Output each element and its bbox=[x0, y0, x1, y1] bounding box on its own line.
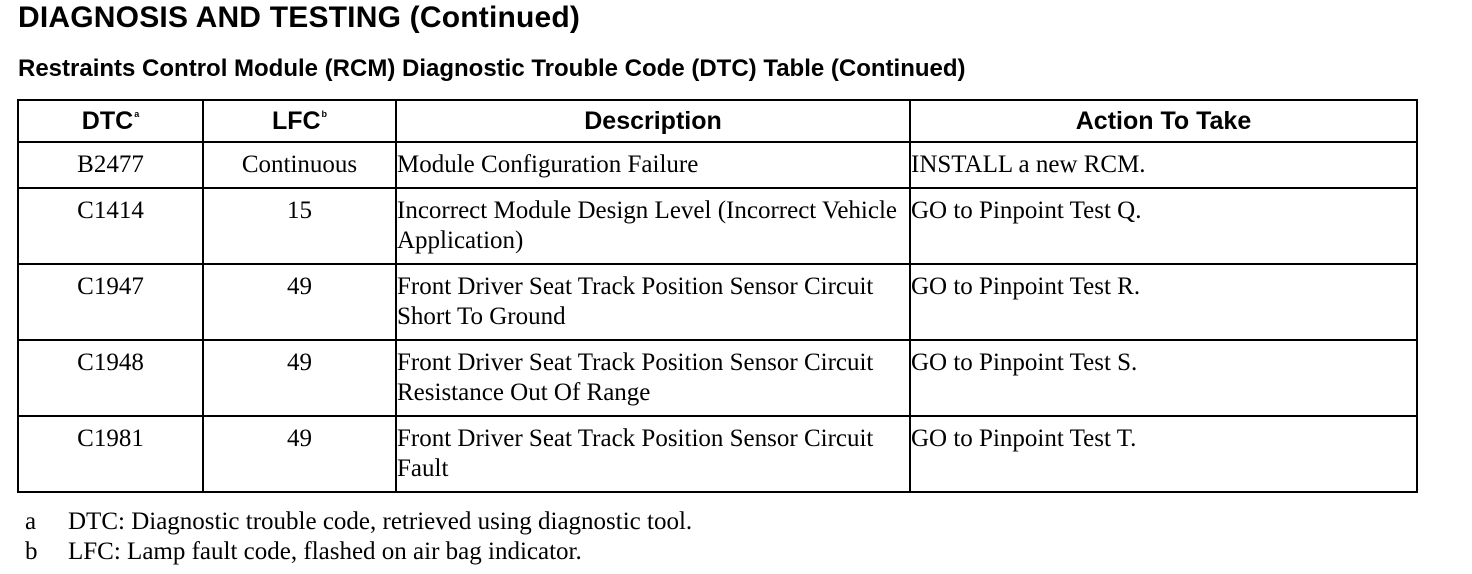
footnote-marker: b bbox=[25, 538, 38, 565]
table-header-row bbox=[18, 100, 1417, 142]
footnote-a bbox=[25, 507, 692, 537]
table-row bbox=[18, 188, 1417, 264]
header-action: Action To Take bbox=[910, 100, 1417, 142]
table-row bbox=[18, 264, 1417, 340]
dtc-cell: B2477 bbox=[18, 142, 203, 188]
dtc-cell: C1947 bbox=[18, 264, 203, 340]
action-cell: INSTALL a new RCM. bbox=[910, 142, 1417, 188]
action-cell: GO to Pinpoint Test R. bbox=[910, 264, 1417, 340]
table-row bbox=[18, 340, 1417, 416]
lfc-cell: 15 bbox=[203, 188, 396, 264]
dtc-cell: C1948 bbox=[18, 340, 203, 416]
lfc-cell: 49 bbox=[203, 340, 396, 416]
action-cell: GO to Pinpoint Test S. bbox=[910, 340, 1417, 416]
lfc-cell: Continuous bbox=[203, 142, 396, 188]
table-title: Restraints Control Module (RCM) Diagnostic Trouble Code (DTC) Table (Continued) bbox=[18, 55, 966, 82]
header-dtc-label: DTC bbox=[81, 106, 134, 135]
table-row bbox=[18, 142, 1417, 188]
dtc-cell: C1981 bbox=[18, 416, 203, 492]
footnote-ref-a: a bbox=[134, 108, 140, 119]
description-cell: Incorrect Module Design Level (Incorrect Vehicle Application) bbox=[396, 188, 910, 264]
lfc-cell: 49 bbox=[203, 416, 396, 492]
footnotes bbox=[25, 507, 692, 567]
lfc-cell: 49 bbox=[203, 264, 396, 340]
description-cell: Front Driver Seat Track Position Sensor Circuit Fault bbox=[396, 416, 910, 492]
table-row bbox=[18, 416, 1417, 492]
description-cell: Front Driver Seat Track Position Sensor Circuit Short To Ground bbox=[396, 264, 910, 340]
header-lfc bbox=[203, 100, 396, 142]
header-description: Description bbox=[396, 100, 910, 142]
action-cell: GO to Pinpoint Test T. bbox=[910, 416, 1417, 492]
footnote-marker: a bbox=[25, 508, 37, 535]
header-lfc-label: LFC bbox=[271, 106, 321, 135]
footnote-text: LFC: Lamp fault code, flashed on air bag indicator. bbox=[68, 538, 582, 565]
description-cell: Front Driver Seat Track Position Sensor Circuit Resistance Out Of Range bbox=[396, 340, 910, 416]
action-cell: GO to Pinpoint Test Q. bbox=[910, 188, 1417, 264]
header-dtc bbox=[18, 100, 203, 142]
footnote-ref-b: b bbox=[321, 108, 328, 119]
footnote-text: DTC: Diagnostic trouble code, retrieved using diagnostic tool. bbox=[68, 508, 693, 535]
description-cell: Module Configuration Failure bbox=[396, 142, 910, 188]
page-title: DIAGNOSIS AND TESTING (Continued) bbox=[18, 1, 581, 34]
footnote-b bbox=[25, 537, 692, 567]
dtc-table bbox=[17, 99, 1418, 493]
dtc-cell: C1414 bbox=[18, 188, 203, 264]
